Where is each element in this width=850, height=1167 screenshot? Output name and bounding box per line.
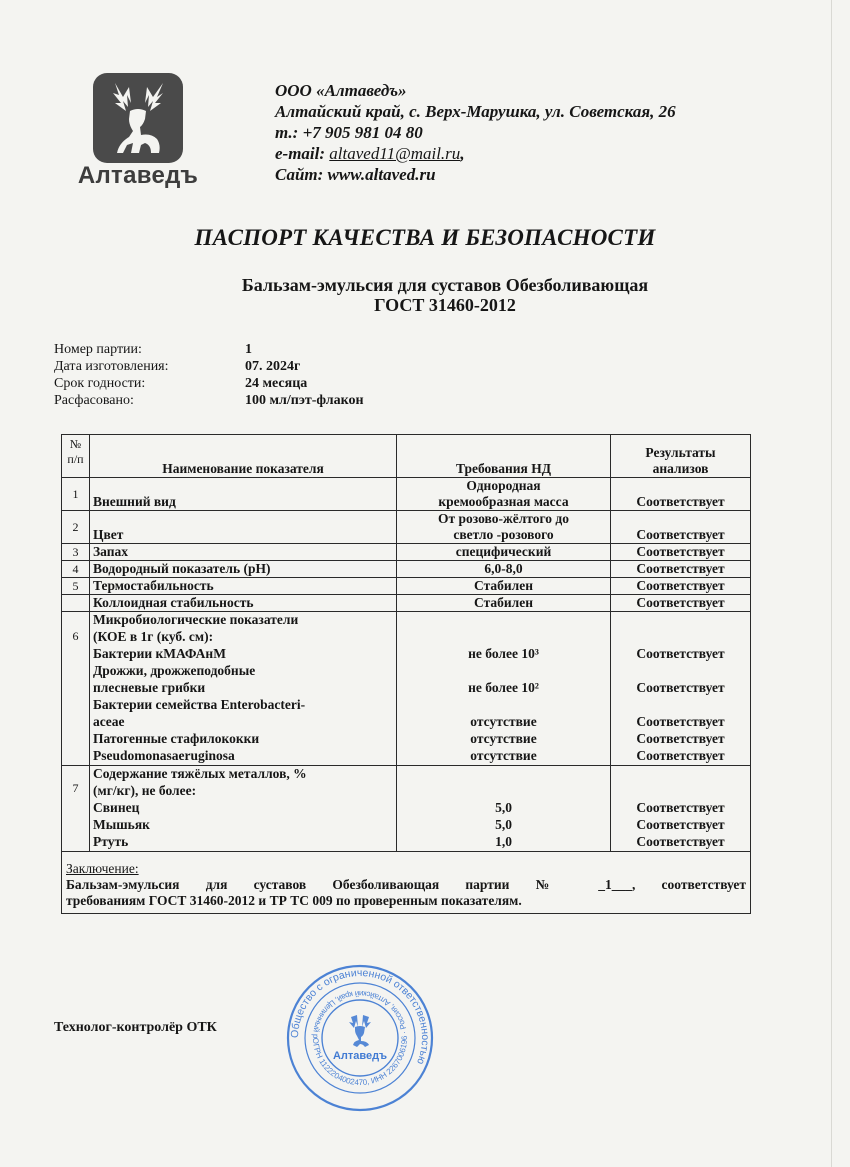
row-num: 5: [62, 578, 90, 595]
product-title: [0, 275, 850, 315]
table-row: [62, 595, 751, 612]
header-num: № п/п: [62, 435, 90, 478]
company-header: [275, 80, 676, 185]
email-label: e-mail:: [275, 144, 330, 163]
paper-fold: [831, 0, 832, 1167]
conclusion-row: [62, 852, 751, 914]
row-res: Соответствует: [611, 544, 751, 561]
micro-reqs: не более 10³ не более 10² отсутствие отсутствие отсутствие: [397, 612, 611, 766]
company-site: Сайт: www.altaved.ru: [275, 165, 436, 184]
deer-logo-icon: [93, 73, 183, 163]
conclusion-line-2: требованиям ГОСТ 31460-2012 и ТР ТС 009 по проверенным показателям.: [66, 893, 522, 908]
table-row: [62, 478, 751, 511]
conclusion: [62, 852, 751, 914]
table-row-metals: [62, 766, 751, 852]
row-name: Водородный показатель (pH): [90, 561, 397, 578]
row-res: Соответствует: [611, 511, 751, 544]
conclusion-label: Заключение:: [66, 861, 139, 876]
table-header-row: [62, 435, 751, 478]
company-address: Алтайский край, с. Верх-Марушка, ул. Советская, 26: [275, 102, 676, 121]
row-res: Соответствует: [611, 561, 751, 578]
document-title: ПАСПОРТ КАЧЕСТВА И БЕЗОПАСНОСТИ: [194, 225, 656, 250]
header-res: Результаты анализов: [611, 435, 751, 478]
row-name: Запах: [90, 544, 397, 561]
signer-title: Технолог-контролёр ОТК: [54, 1020, 217, 1035]
conclusion-line-1: Бальзам-эмульсия для суставов Обезболивающая партии № _1___, соответствует: [66, 877, 746, 892]
meta-value: 24 месяца: [245, 376, 308, 391]
row-name: Термостабильность: [90, 578, 397, 595]
header-name: Наименование показателя: [90, 435, 397, 478]
row-res: Соответствует: [611, 478, 751, 511]
table-row: [62, 511, 751, 544]
row-num: 7: [62, 766, 90, 852]
metals-names: Содержание тяжёлых металлов, % (мг/кг), не более: Свинец Мышьяк Ртуть: [90, 766, 397, 852]
svg-text:Общество с ограниченной ответс: Общество с ограниченной ответственностью: [288, 966, 432, 1066]
quality-table: [61, 434, 751, 914]
table-row: [62, 544, 751, 561]
meta-label: Срок годности:: [54, 376, 146, 391]
table-row-micro: [62, 612, 751, 766]
micro-names: Микробиологические показатели (КОЕ в 1г (куб. см): Бактерии кМАФАнМ Дрожжи, дрожжеподобные плесневые грибки Бактерии семейства Enterobacteri- aceae Патогенные стафилококки Pseudomonasaeruginosa: [90, 612, 397, 766]
row-res: Соответствует: [611, 595, 751, 612]
row-num: 4: [62, 561, 90, 578]
metals-reqs: 5,0 5,0 1,0: [397, 766, 611, 852]
company-name: ООО «Алтаведъ»: [275, 81, 407, 100]
row-req: От розово-жёлтого до светло -розового: [397, 511, 611, 544]
meta-label: Номер партии:: [54, 342, 142, 357]
metals-results: Соответствует Соответствует Соответствует: [611, 766, 751, 852]
meta-label: Расфасовано:: [54, 393, 134, 408]
product-standard: ГОСТ 31460-2012: [374, 295, 516, 315]
row-num: 6: [62, 612, 90, 766]
row-req: Однородная кремообразная масса: [397, 478, 611, 511]
meta-row: [54, 375, 364, 392]
meta-value: 100 мл/пэт-флакон: [245, 393, 364, 408]
meta-row: [54, 341, 364, 358]
row-req: 6,0-8,0: [397, 561, 611, 578]
header-req: Требования НД: [397, 435, 611, 478]
email-link[interactable]: altaved11@mail.ru: [329, 144, 461, 163]
meta-value: 07. 2024г: [245, 359, 301, 374]
micro-results: Соответствует Соответствует Соответствует Соответствует Соответствует: [611, 612, 751, 766]
row-name: Внешний вид: [90, 478, 397, 511]
row-req: специфический: [397, 544, 611, 561]
svg-text:ОГРН 1122204002470, ИНН 226700: ОГРН 1122204002470, ИНН 2267006196 · Россия, Алтайский край, Целинный р: [310, 988, 410, 1088]
row-num: 2: [62, 511, 90, 544]
svg-text:Алтаведъ: Алтаведъ: [332, 1050, 388, 1062]
row-num: 1: [62, 478, 90, 511]
email-suffix: ,: [460, 144, 465, 163]
product-name: Бальзам-эмульсия для суставов Обезболивающая: [241, 275, 649, 295]
meta-label: Дата изготовления:: [54, 359, 169, 374]
meta-value: 1: [245, 342, 252, 357]
meta-row: [54, 358, 364, 375]
company-phone: т.: +7 905 981 04 80: [275, 123, 423, 142]
logo-wordmark: Алтаведъ: [77, 162, 199, 189]
row-req: Стабилен: [397, 578, 611, 595]
company-email-line: [275, 143, 676, 164]
row-res: Соответствует: [611, 578, 751, 595]
row-name: Коллоидная стабильность: [90, 595, 397, 612]
meta-row: [54, 392, 364, 409]
table-row: [62, 561, 751, 578]
company-logo: [63, 73, 213, 203]
row-num: 3: [62, 544, 90, 561]
row-name: Цвет: [90, 511, 397, 544]
company-stamp-icon: [285, 963, 435, 1113]
batch-info: [54, 341, 364, 409]
row-req: Стабилен: [397, 595, 611, 612]
row-num: [62, 595, 90, 612]
table-row: [62, 578, 751, 595]
